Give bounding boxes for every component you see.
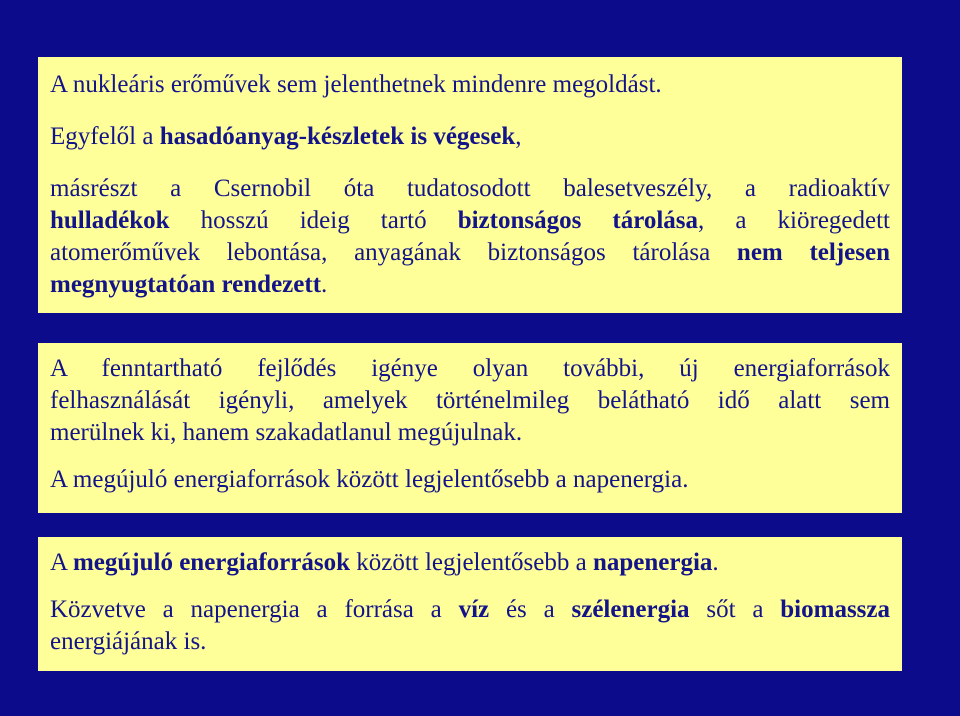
text-sustain-line1: A fenntartható fejlődés igénye olyan további, új energiaforrások xyxy=(50,355,890,382)
paragraph-solar-bold xyxy=(50,547,890,579)
text-indirect-line1 xyxy=(50,594,890,626)
text-biomass-bold: biomassza xyxy=(780,596,890,623)
text-sustain-line3: merülnek ki, hanem szakadatlanul megújulnak. xyxy=(50,419,523,446)
text-wind-bold: szélenergia xyxy=(571,596,690,623)
text-risks-mid: hosszú ideig tartó xyxy=(169,207,458,234)
text-box-sustainability xyxy=(38,343,902,513)
text-risks-line1: másrészt a Csernobil óta tudatosodott balesetveszély, a radioaktív xyxy=(50,175,890,202)
paragraph-indirect-solar xyxy=(50,594,890,658)
paragraph-fuel-limits xyxy=(50,121,890,153)
text-water-bold: víz xyxy=(458,596,490,623)
text-fuel-post: , xyxy=(515,123,522,150)
text-solar-most-important: A megújuló energiaforrások között legjelentősebb a napenergia. xyxy=(50,466,689,493)
text-box-solar xyxy=(38,537,902,671)
text-indirect-pre: Közvetve a napenergia a forrása a xyxy=(50,596,459,623)
text-even: sőt a xyxy=(689,596,781,623)
text-a: A xyxy=(50,549,73,576)
text-fuel-bold: hasadóanyag-készletek is végesek xyxy=(159,123,516,150)
text-nuclear-intro: A nukleáris erőművek sem jelenthetnek mindenre megoldást. xyxy=(50,71,662,98)
text-period: . xyxy=(321,271,328,298)
text-renewables-bold: megújuló energiaforrások xyxy=(72,549,350,576)
text-among: között legjelentősebb a xyxy=(349,549,593,576)
paragraph-risks xyxy=(50,173,890,301)
text-period: . xyxy=(712,549,719,576)
text-and: és a xyxy=(489,596,572,623)
text-box-nuclear xyxy=(38,57,902,313)
text-fuel-pre: Egyfelől a xyxy=(50,123,160,150)
text-sustain-line2: felhasználását igényli, amelyek történelmileg belátható idő alatt sem xyxy=(50,387,890,414)
text-reassuring-bold: megnyugtatóan rendezett xyxy=(50,271,322,298)
text-decommission: atomerőművek lebontása, anyagának biztonságos tárolása xyxy=(50,239,737,266)
text-not-fully-bold: nem teljesen xyxy=(736,239,890,266)
text-storage-bold: biztonságos tárolása xyxy=(457,207,699,234)
text-solar-bold: napenergia xyxy=(592,549,713,576)
text-indirect-line2: energiájának is. xyxy=(50,628,207,655)
text-risks-end: , a kiöregedett xyxy=(698,207,890,234)
paragraph-nuclear-intro xyxy=(50,69,890,101)
text-risks-line2 xyxy=(50,205,890,237)
text-risks-line3 xyxy=(50,237,890,269)
text-waste-bold: hulladékok xyxy=(50,207,170,234)
paragraph-sustainability xyxy=(50,353,890,449)
